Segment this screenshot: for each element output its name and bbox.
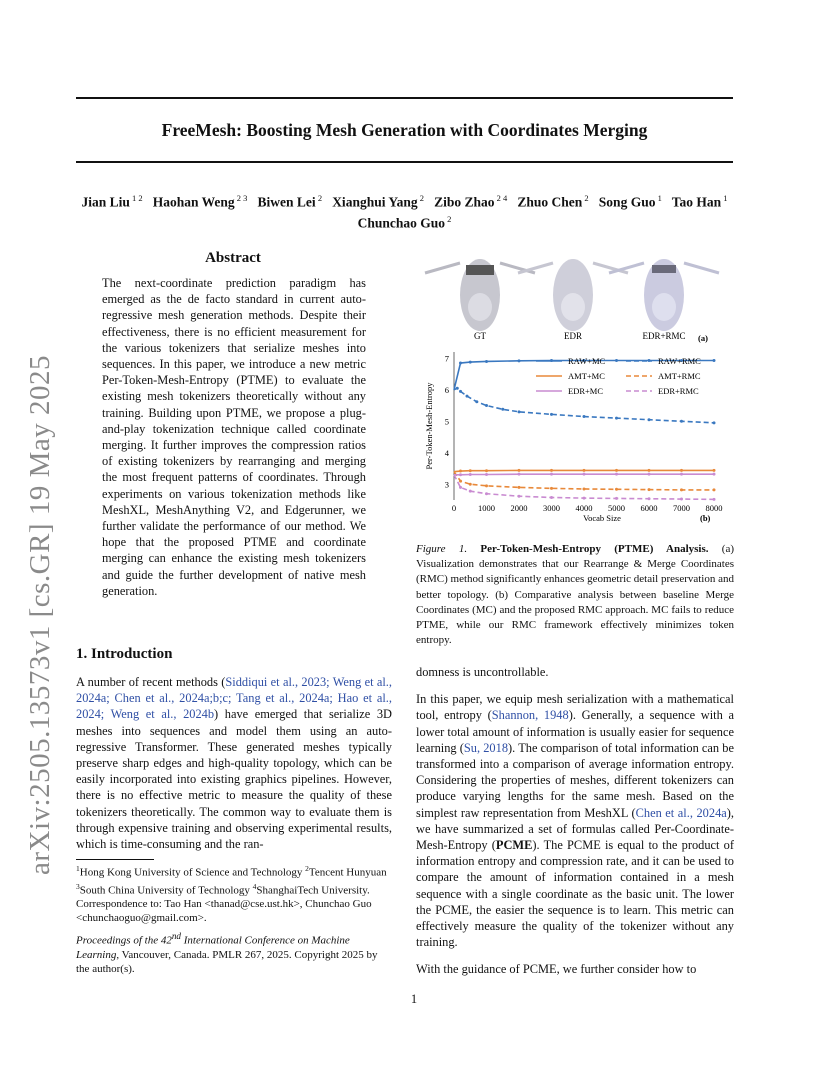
data-point	[469, 473, 472, 476]
x-tick-label: 2000	[510, 503, 528, 513]
intro-text: ). Generally, a sequence with a lower total amount of information is usually easier for sequence learning (	[416, 708, 734, 755]
citation-link[interactable]: Shannon, 1948	[491, 708, 569, 723]
y-axis-label: Per-Token-Mesh-Entropy	[424, 382, 434, 470]
series-line-edr-rmc	[454, 475, 714, 500]
data-point	[459, 362, 462, 365]
data-point	[469, 361, 472, 364]
data-point	[550, 487, 553, 490]
data-point	[583, 415, 586, 418]
author-list	[76, 190, 733, 231]
figure-1-caption	[416, 542, 734, 648]
page-number: 1	[410, 992, 418, 1006]
x-tick-label: 1000	[478, 503, 495, 513]
author-name: Xianghui Yang	[332, 194, 418, 210]
legend-entry: EDR+MC	[568, 386, 604, 396]
citation-link[interactable]: Su, 2018	[463, 740, 509, 755]
abstract-text: The next-coordinate prediction paradigm has emerged as the de facto standard in current auto-regressive mesh generation methods. Despite their effectiveness, there is no efficient measurement for the various tokenizers that serialize meshes into sequences. In this paper, we introduce a new metric Per-Token-Mesh-Entropy (PTME) to evaluate the existing mesh tokenizers theoretically without any training. Building upon PTME, we propose a plug-and-play tokenization technique called coordinate merging. It further improves the compression ratios of existing tokenizers by rearranging and merging the most frequent patterns of coordinates. Through experiments on various tokenization methods like MeshXL, MeshAnything V2, and Edgerunner, we further validate the performance of our method. We hope that the proposed PTME and coordinate merging can enhance the existing mesh tokenizers and guide the further development of native mesh generation.	[102, 276, 366, 598]
x-tick-label: 0	[451, 503, 457, 513]
data-point	[459, 486, 462, 489]
author-name: Song Guo	[598, 194, 656, 210]
caption-text: (a) Visualization demonstrates that our Rearrange & Merge Coordinates (RMC) method significantly enhances geometric detail preservation and better topology. (b) Comparative analysis between baseline Merge Coordinates (MC) and the proposed RMC approach. MC fails to reduce PTME, while our RMC framework effectively minimizes token entropy.	[416, 543, 735, 647]
author-name: Jian Liu	[81, 194, 130, 210]
panel-a-tag: (a)	[698, 333, 708, 343]
data-point	[583, 487, 586, 490]
figure-1	[418, 245, 734, 530]
author-name: Chunchao Guo	[357, 215, 446, 230]
data-point	[713, 421, 716, 424]
intro-paragraph-1-continued: domness is uncontrollable.	[416, 665, 549, 679]
data-point	[583, 469, 586, 472]
title-bottom-rule	[76, 161, 733, 163]
data-point	[485, 484, 488, 487]
author-affiliation-mark: 2	[417, 193, 424, 203]
data-point	[459, 473, 462, 476]
data-point	[648, 418, 651, 421]
data-point	[680, 473, 683, 476]
panel-a-label-edr: EDR	[564, 331, 582, 341]
intro-paragraph-2	[416, 691, 734, 950]
legend-entry: RAW+MC	[568, 356, 606, 366]
data-point	[680, 498, 683, 501]
arxiv-stamp: arXiv:2505.13573v1 [cs.GR] 19 May 2025	[24, 354, 56, 875]
affiliations-footnote	[76, 862, 392, 925]
legend-entry: AMT+RMC	[658, 371, 701, 381]
panel-a-label-edr-rmc: EDR+RMC	[642, 331, 686, 341]
affiliation: South China University of Technology	[79, 884, 253, 897]
abstract-heading: Abstract	[205, 250, 261, 266]
author-affiliation-mark: 1 2	[129, 193, 143, 203]
data-point	[713, 469, 716, 472]
author-name: Zibo Zhao	[434, 194, 495, 210]
data-point	[648, 488, 651, 491]
data-point	[713, 473, 716, 476]
author-affiliation-mark: 2 4	[494, 193, 508, 203]
proceedings-sup: nd	[171, 931, 181, 941]
author-name: Zhuo Chen	[517, 194, 583, 210]
data-point	[615, 359, 618, 362]
data-point	[485, 473, 488, 476]
introduction-left-column	[76, 674, 392, 852]
proceedings-text: International Conference on Machine Learning	[76, 934, 350, 961]
data-point	[713, 498, 716, 501]
intro-paragraph-3: With the guidance of PCME, we further consider how to	[416, 962, 697, 977]
affiliation: Tencent Hunyuan	[308, 866, 387, 879]
footnote-sup: 2	[305, 864, 309, 873]
intro-text: ). The comparison of total information can be transformed into a comparison of average information entropy. Considering the properties of meshes, different tokenizers can produce varying lengths for the same mesh. Based on the simplest raw representation from MeshXL (	[416, 740, 734, 820]
author-affiliation-mark: 2	[445, 213, 452, 224]
data-point	[615, 488, 618, 491]
data-point	[469, 490, 472, 493]
figure-1-svg	[418, 245, 734, 530]
y-tick-label: 3	[444, 479, 449, 490]
proceedings-number: 42	[160, 934, 172, 947]
author-affiliation-mark: 2 3	[234, 193, 248, 203]
data-point	[485, 360, 488, 363]
author-name: Biwen Lei	[257, 194, 316, 210]
y-tick-label: 7	[444, 353, 449, 364]
data-point	[680, 488, 683, 491]
intro-paragraph-1	[76, 674, 392, 852]
x-tick-label: 7000	[673, 503, 690, 513]
data-point	[518, 473, 521, 476]
data-point	[466, 395, 469, 398]
mesh-render-gt	[425, 259, 535, 331]
legend-entry: AMT+MC	[568, 371, 605, 381]
citation-link[interactable]: Siddiqui et al., 2023; Weng et al., 2024a; Chen et al., 2024a;b;c; Tang et al., 2024a; Hao et al., 2024; Weng et al., 2024b	[76, 675, 392, 722]
x-tick-label: 3000	[543, 503, 560, 513]
data-point	[518, 486, 521, 489]
caption-label: Figure 1.	[416, 543, 468, 555]
author-name: Tao Han	[671, 194, 722, 210]
data-point	[648, 473, 651, 476]
data-point	[713, 359, 716, 362]
data-point	[485, 404, 488, 407]
ptme-chart	[424, 352, 723, 523]
panel-b-tag: (b)	[700, 513, 711, 523]
data-point	[615, 469, 618, 472]
intro-text: In this paper, we equip mesh serialization with a mathematical tool, entropy (	[416, 692, 734, 723]
author-name: Haohan Weng	[152, 194, 235, 210]
x-tick-label: 4000	[575, 503, 593, 513]
footnote-sup: 4	[252, 881, 257, 891]
data-point	[485, 469, 488, 472]
caption-title: Per-Token-Mesh-Entropy (PTME) Analysis.	[480, 543, 709, 555]
data-point	[475, 400, 478, 403]
data-point	[680, 420, 683, 423]
title-top-rule	[76, 97, 733, 99]
data-point	[550, 469, 553, 472]
citation-link[interactable]: Chen et al., 2024a	[635, 805, 727, 820]
intro-text: A number of recent methods (	[76, 675, 226, 689]
x-axis-label: Vocab Size	[583, 513, 621, 523]
footnote-rule	[76, 859, 154, 860]
x-tick-label: 6000	[640, 503, 658, 513]
data-point	[469, 469, 472, 472]
author-affiliation-mark: 2	[582, 193, 589, 203]
data-point	[615, 473, 618, 476]
mesh-render-edr	[518, 259, 628, 331]
legend-entry: RAW+RMC	[658, 356, 701, 366]
data-point	[459, 390, 462, 393]
footnote-sup: 3	[76, 881, 80, 891]
data-point	[485, 492, 488, 495]
proceedings-note	[76, 929, 392, 976]
legend-entry: EDR+RMC	[658, 386, 699, 396]
data-point	[550, 496, 553, 499]
author-affiliation-mark: 1	[655, 193, 662, 203]
data-point	[550, 413, 553, 416]
data-point	[518, 495, 521, 498]
footnote-sup: 1	[76, 864, 80, 873]
author-affiliation-mark: 1	[721, 193, 728, 203]
data-point	[518, 469, 521, 472]
mesh-render-edr-rmc	[609, 259, 719, 331]
data-point	[550, 473, 553, 476]
data-point	[459, 470, 462, 473]
data-point	[648, 497, 651, 500]
panel-a-label-gt: GT	[474, 331, 486, 341]
y-tick-label: 5	[444, 416, 449, 427]
x-tick-label: 5000	[608, 503, 625, 513]
intro-bold-term: PCME	[495, 838, 533, 853]
data-point	[583, 473, 586, 476]
y-tick-label: 6	[444, 384, 449, 395]
data-point	[615, 417, 618, 420]
affiliation: Hong Kong University of Science and Technology	[79, 866, 306, 879]
data-point	[518, 410, 521, 413]
data-point	[615, 497, 618, 500]
proceedings-text: Proceedings of the	[76, 934, 161, 947]
intro-text: ), we have summarized a set of formulas called Per-Coordinate-Mesh-Entropy (	[416, 805, 734, 853]
x-tick-label: 8000	[705, 503, 723, 513]
introduction-right-column	[416, 664, 734, 989]
paper-title: FreeMesh: Boosting Mesh Generation with Coordinates Merging	[161, 120, 648, 140]
data-point	[459, 480, 462, 483]
intro-text: ) have emerged that serialize 3D meshes into sequences and model them using an auto-regressive Transformer. These generated meshes typically preserve sharp edges and high-quality topology, which can be easily incorporated into existing graphics pipelines. However, there is no effective metric to measure the quality of these tokenizers theoretically. The common way to evaluate them is through expensive training and observing experimental results, which is time-consuming and the ran-	[76, 707, 392, 852]
data-point	[583, 497, 586, 500]
data-point	[518, 359, 521, 362]
intro-text: ). The PCME is equal to the product of information entropy and compression rate, and it can be used to compare the amount of information contained in a mesh sequence with a single coordinate as the basic unit. The lower the PCME, the easier the sequence is to learn. This metric can effectively measure the quality of the tokenizer without any training.	[416, 838, 734, 950]
data-point	[501, 408, 504, 411]
data-point	[680, 469, 683, 472]
introduction-heading: 1. Introduction	[76, 646, 173, 662]
proceedings-text: , Vancouver, Canada. PMLR 267, 2025. Copyright 2025 by the author(s).	[76, 948, 378, 975]
data-point	[648, 469, 651, 472]
affiliation: ShanghaiTech University. Correspondence to: Tao Han <thanad@cse.ust.hk>, Chunchao Guo <chunchaoguo@gmail.com>.	[76, 884, 372, 925]
data-point	[713, 488, 716, 491]
data-point	[469, 483, 472, 486]
author-affiliation-mark: 2	[315, 193, 323, 203]
y-tick-label: 4	[444, 447, 449, 458]
data-point	[456, 387, 459, 390]
